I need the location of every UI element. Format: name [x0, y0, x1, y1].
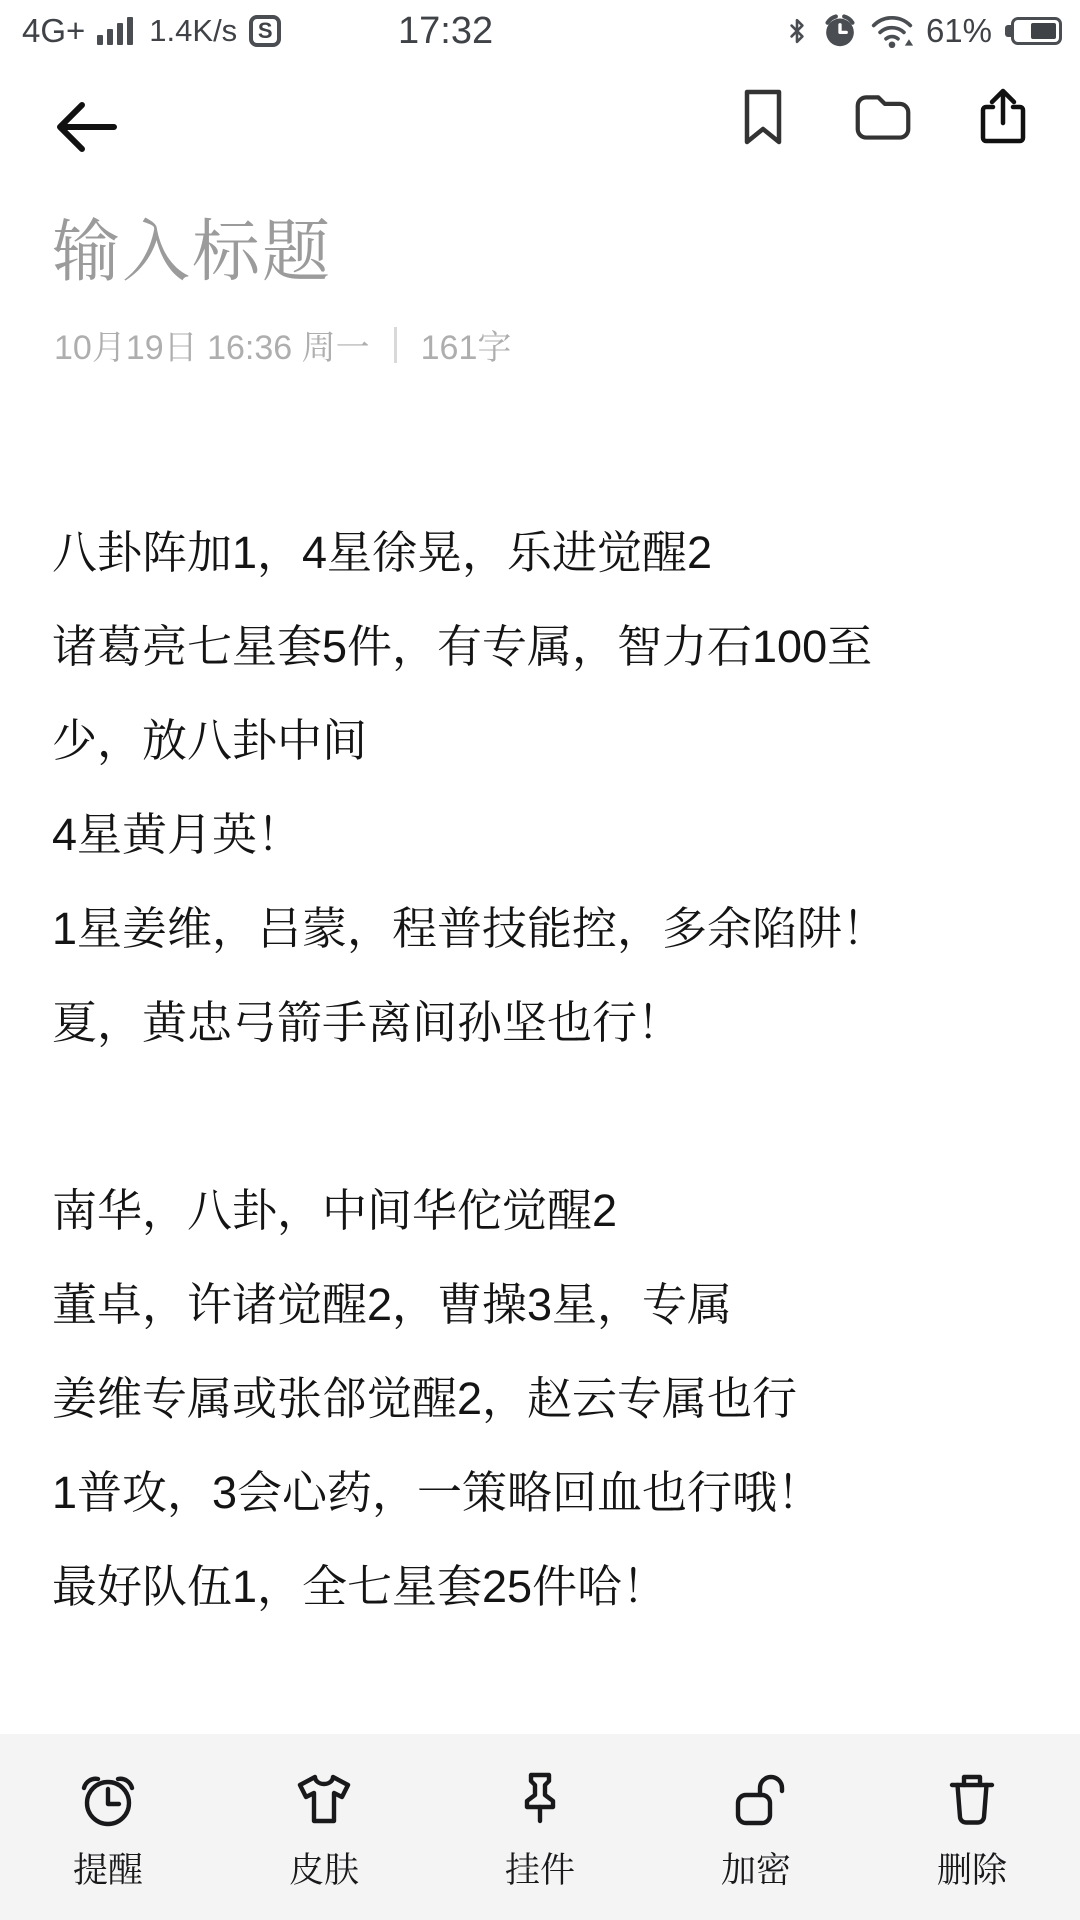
share-icon: [978, 87, 1028, 147]
toolbar-item-delete[interactable]: [864, 1761, 1080, 1893]
bottom-toolbar: [0, 1734, 1080, 1920]
folder-button[interactable]: [854, 84, 912, 150]
note-line: 诸葛亮七星套5件，有专属，智力石100至: [52, 621, 873, 672]
bluetooth-icon: [784, 12, 810, 50]
network-speed-label: 1.4K/s: [149, 13, 238, 48]
signal-strength-icon: [97, 15, 137, 47]
battery-icon: [1006, 17, 1062, 45]
note-editor[interactable]: [52, 506, 1044, 1634]
meta-divider: [394, 327, 397, 363]
note-line: 最好队伍1，全七星套25件哈！: [52, 1561, 668, 1612]
toolbar-label: 加密: [720, 1851, 791, 1890]
bookmark-icon: [739, 88, 787, 146]
bookmark-button[interactable]: [734, 84, 792, 150]
note-meta: [54, 320, 511, 369]
note-line: 姜维专属或张郃觉醒2，赵云专属也行: [52, 1373, 798, 1424]
status-left-group: [22, 12, 281, 50]
note-line: 南华，八卦，中间华佗觉醒2: [52, 1185, 618, 1236]
unlock-icon: [724, 1767, 788, 1831]
nav-actions: [734, 84, 1032, 150]
note-date: 10月19日 16:36 周一: [54, 329, 370, 367]
folder-icon: [854, 91, 912, 143]
toolbar-item-skin[interactable]: [216, 1761, 432, 1893]
toolbar-item-widget[interactable]: [432, 1761, 648, 1893]
alarm-status-icon: [822, 13, 858, 49]
network-type-label: 4G+: [22, 12, 86, 49]
back-arrow-icon: [60, 105, 114, 149]
alarm-icon: [76, 1767, 140, 1831]
back-button[interactable]: [52, 94, 122, 160]
toolbar-label: 皮肤: [288, 1851, 359, 1890]
clock-time: 17:32: [398, 10, 494, 52]
note-line: 董卓，许诸觉醒2，曹操3星，专属: [52, 1279, 733, 1330]
toolbar-label: 提醒: [72, 1851, 143, 1890]
nav-bar: [0, 70, 1080, 180]
note-line: 1普攻，3会心药，一策略回血也行哦！: [52, 1467, 823, 1518]
status-bar: [0, 0, 1080, 62]
pin-icon: [508, 1767, 572, 1831]
status-right-group: [784, 12, 1062, 50]
toolbar-label: 挂件: [504, 1851, 575, 1890]
battery-percent-label: 61%: [925, 12, 992, 49]
wifi-icon: [870, 12, 914, 50]
share-button[interactable]: [974, 84, 1032, 150]
shirt-icon: [292, 1767, 356, 1831]
word-count: 161字: [420, 329, 512, 367]
toolbar-item-reminder[interactable]: [0, 1761, 216, 1893]
note-line: 4星黄月英！: [52, 809, 303, 860]
note-line: 八卦阵加1，4星徐晃，乐进觉醒2: [52, 527, 713, 578]
note-line: 1星姜维，吕蒙，程普技能控，多余陷阱！: [52, 903, 888, 954]
note-line: 少，放八卦中间: [52, 715, 368, 766]
trash-icon: [940, 1767, 1004, 1831]
toolbar-label: 删除: [936, 1851, 1007, 1890]
note-line: 夏，黄忠弓箭手离间孙坚也行！: [52, 997, 683, 1048]
note-line: [52, 1070, 1044, 1164]
toolbar-item-encrypt[interactable]: [648, 1761, 864, 1893]
sim-badge-icon: S: [249, 15, 281, 47]
title-input[interactable]: 输入标题: [52, 214, 333, 290]
